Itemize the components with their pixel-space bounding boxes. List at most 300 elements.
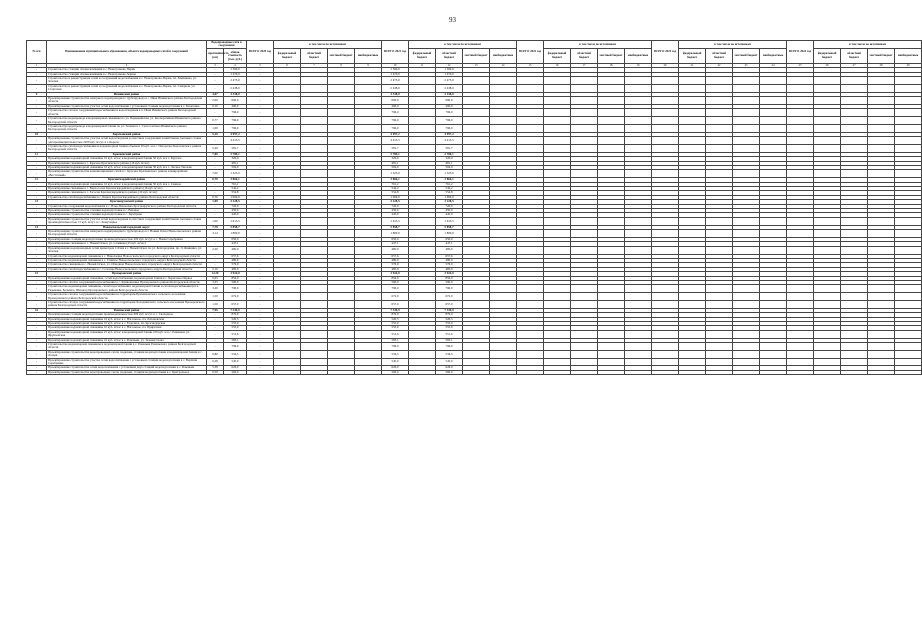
- cell: [490, 170, 517, 178]
- row-total-2020: -: [247, 293, 274, 301]
- header-total-2020: ВСЕГО 2020 год: [247, 41, 274, 64]
- row-total-2021: 450,0: [382, 209, 409, 213]
- cell: [706, 285, 733, 293]
- cell: [571, 170, 598, 178]
- row-total-2021: 542,2: [382, 187, 409, 191]
- row-cost: 4 415,5: [224, 137, 247, 145]
- row-total-2021: 520,5: [382, 317, 409, 321]
- cell: [760, 330, 787, 338]
- cell: [868, 217, 895, 225]
- row-regional-2021: 3 228,5: [436, 200, 463, 204]
- cell: [274, 217, 301, 225]
- row-num: 13: [27, 200, 47, 204]
- row-total-2024: [787, 285, 814, 293]
- cell: [571, 137, 598, 145]
- cell: [679, 343, 706, 351]
- cell: [355, 144, 382, 152]
- column-index-cell: 13: [463, 63, 490, 67]
- row-name: Строительство и реконструкция сетей и сооружений водоснабжения в с. Новогромово-Пермь, пл. Зименкова, ул. Зеленая: [47, 77, 207, 85]
- cell: [733, 300, 760, 308]
- cell: [625, 137, 652, 145]
- row-name: Строительство сетей и сооружений водоснабжения и водоотведения в п. Ивня Ивнянского района Белгородской области: [47, 109, 207, 117]
- cell: [733, 230, 760, 238]
- row-total-2020: -: [247, 195, 274, 199]
- row-total-2020: -: [247, 308, 274, 312]
- cell: [463, 293, 490, 301]
- row-cost: 796,0: [224, 109, 247, 117]
- cell: [301, 370, 328, 374]
- cell: [274, 109, 301, 117]
- row-total-2021: 445,0: [382, 213, 409, 217]
- row-total-2024: [787, 293, 814, 301]
- row-total-2023: [652, 170, 679, 178]
- row-total-2020: -: [247, 370, 274, 374]
- column-index-cell: 3: [207, 63, 224, 67]
- row-regional-2021: 485,0: [436, 246, 463, 254]
- row-total-2021: 796,0: [382, 124, 409, 132]
- row-num: -: [27, 246, 47, 254]
- cell: [733, 358, 760, 366]
- cell: [625, 77, 652, 85]
- cell: [490, 97, 517, 105]
- cell: [733, 170, 760, 178]
- cell: [733, 293, 760, 301]
- cell: [841, 170, 868, 178]
- cell: [895, 358, 922, 366]
- cell: [301, 109, 328, 117]
- row-regional-2021: 790,0: [436, 285, 463, 293]
- cell: [625, 124, 652, 132]
- row-total-2021: 504,0: [382, 165, 409, 169]
- cell: [571, 84, 598, 92]
- row-total-2020: -: [247, 92, 274, 96]
- row-cost: 1 613,5: [224, 217, 247, 225]
- row-cost: 657,0: [224, 300, 247, 308]
- row-total-2021: 583,1: [382, 338, 409, 342]
- row-cost: 796,0: [224, 117, 247, 125]
- cell: [814, 109, 841, 117]
- row-num: -: [27, 242, 47, 246]
- cell: [733, 109, 760, 117]
- header-local: местный бюджет: [463, 48, 490, 63]
- row-total-2021: 320,0: [382, 157, 409, 161]
- cell: [679, 300, 706, 308]
- cell: [868, 84, 895, 92]
- row-total-2021: 720,0: [382, 204, 409, 208]
- cell: [409, 370, 436, 374]
- row-length: 3,20: [207, 285, 224, 293]
- row-total-2020: -: [247, 152, 274, 156]
- cell: [868, 137, 895, 145]
- cell: [841, 370, 868, 374]
- row-length: -: [207, 322, 224, 326]
- cell: [355, 217, 382, 225]
- cell: [814, 350, 841, 358]
- cell: [571, 330, 598, 338]
- cell: [814, 144, 841, 152]
- row-total-2022: [517, 124, 544, 132]
- row-cost: 320,0: [224, 157, 247, 161]
- cell: [895, 144, 922, 152]
- row-regional-2021: 520,5: [436, 317, 463, 321]
- row-total-2022: [517, 217, 544, 225]
- row-name: Строительство сетей и сооружений водоснабжения на территории Призначенского сельского поселения Прохоровского района Белгородской области: [47, 293, 207, 301]
- row-total-2020: -: [247, 104, 274, 108]
- row-total-2021: 555,0: [382, 322, 409, 326]
- row-total-2020: -: [247, 285, 274, 293]
- cell: [679, 285, 706, 293]
- cell: [733, 117, 760, 125]
- row-total-2020: -: [247, 317, 274, 321]
- row-num: -: [27, 191, 47, 195]
- cell: [814, 117, 841, 125]
- row-cost: 3 866,1: [224, 178, 247, 182]
- cell: [355, 170, 382, 178]
- row-regional-2021: 672,0: [436, 293, 463, 301]
- row-total-2022: [517, 350, 544, 358]
- row-cost: 796,0: [224, 343, 247, 351]
- row-total-2021: 485,0: [382, 267, 409, 271]
- cell: [841, 117, 868, 125]
- row-cost: 1 000,0: [224, 195, 247, 199]
- cell: [544, 109, 571, 117]
- row-total-2020: -: [247, 267, 274, 271]
- cell: [490, 77, 517, 85]
- cell: [274, 285, 301, 293]
- cell: [706, 77, 733, 85]
- cell: [706, 350, 733, 358]
- cell: [571, 109, 598, 117]
- row-total-2021: 1 325,0: [382, 170, 409, 178]
- cell: [625, 230, 652, 238]
- row-num: -: [27, 338, 47, 342]
- row-length: -: [207, 109, 224, 117]
- row-total-2024: [787, 230, 814, 238]
- cell: [625, 370, 652, 374]
- row-total-2022: [517, 293, 544, 301]
- cell: [544, 285, 571, 293]
- row-cost: 672,0: [224, 293, 247, 301]
- cell: [463, 358, 490, 366]
- row-cost: 504,0: [224, 165, 247, 169]
- cell: [490, 117, 517, 125]
- row-total-2021: 480,0: [382, 258, 409, 262]
- row-name: Строительство скважины в с. Новый Оскол, ул. Обводная Новооскольского городского округа Белгородской области: [47, 263, 207, 267]
- row-length: 2,10: [207, 267, 224, 271]
- row-length: -: [207, 204, 224, 208]
- cell: [625, 350, 652, 358]
- cell: [895, 84, 922, 92]
- cell: [841, 330, 868, 338]
- row-regional-2021: 485,0: [436, 267, 463, 271]
- row-regional-2021: 490,0: [436, 104, 463, 108]
- cell: [328, 217, 355, 225]
- cell: [598, 117, 625, 125]
- row-length: 4,07: [207, 92, 224, 96]
- row-name: Проектирование строительства водопроводных сетей, подкачки, станции водоподготовки в с. Центральное: [47, 370, 207, 374]
- row-total-2021: 7 330,9: [382, 308, 409, 312]
- row-cost: 481,1: [224, 161, 247, 165]
- column-index-cell: 12: [436, 63, 463, 67]
- row-length: -: [207, 68, 224, 72]
- cell: [841, 293, 868, 301]
- row-length: 3,35: [207, 280, 224, 284]
- row-cost: 542,2: [224, 187, 247, 191]
- row-total-2020: -: [247, 84, 274, 92]
- cell: [355, 293, 382, 301]
- cell: [409, 77, 436, 85]
- row-total-2021: 796,0: [382, 117, 409, 125]
- row-total-2022: [517, 144, 544, 152]
- row-cost: 660,0: [224, 97, 247, 105]
- row-total-2020: -: [247, 68, 274, 72]
- row-name: Проектирование водонапорной скважины 10 куб. м/час в с. Нагольное, пл. Приречная: [47, 326, 207, 330]
- cell: [463, 137, 490, 145]
- header-local: местный бюджет: [733, 48, 760, 63]
- cell: [301, 350, 328, 358]
- header-subgroup-2021: в том числе по источникам: [409, 41, 517, 49]
- header-federal: федеральный бюджет: [814, 48, 841, 63]
- row-name: Новооскольский городской округ: [47, 225, 207, 229]
- cell: [571, 370, 598, 374]
- row-total-2021: 590,0: [382, 280, 409, 284]
- cell: [328, 246, 355, 254]
- cell: [490, 124, 517, 132]
- row-total-2021: 481,1: [382, 161, 409, 165]
- row-total-2021: 4 997,2: [382, 132, 409, 136]
- column-index-cell: 2: [47, 63, 207, 67]
- row-regional-2021: 870,0: [436, 313, 463, 317]
- row-total-2021: 485,0: [382, 246, 409, 254]
- cell: [679, 109, 706, 117]
- row-total-2020: -: [247, 366, 274, 370]
- header-regional: областной бюджет: [841, 48, 868, 63]
- row-name: Проектирование станции водоподготовки производительностью 600 куб. м/сут. в с. Свободное: [47, 313, 207, 317]
- cell: [490, 230, 517, 238]
- cell: [490, 358, 517, 366]
- table-row: [27, 370, 922, 374]
- row-name: Строительство сетей водоснабжения в с. Бирюч Красногвардейского района Белгородской области: [47, 195, 207, 199]
- row-name: Строительство сетей и сооружений водоснабжения на территории Холоднянского сельского поселения Прохоровского района Белгородской области: [48, 299, 205, 308]
- row-total-2020: -: [247, 200, 274, 204]
- cell: [409, 97, 436, 105]
- cell: [409, 343, 436, 351]
- row-total-2020: -: [247, 191, 274, 195]
- cell: [301, 343, 328, 351]
- row-cost: 554,8: [224, 191, 247, 195]
- cell: [679, 293, 706, 301]
- table-row: [27, 217, 922, 225]
- row-name: Строительство сетей и сооружений водоснабжения в с. Кривошеевка Прохоровского района Белгородской области: [47, 280, 207, 284]
- cell: [625, 84, 652, 92]
- row-length: 7,00: [207, 152, 224, 156]
- cell: [733, 343, 760, 351]
- cell: [544, 170, 571, 178]
- cell: [733, 137, 760, 145]
- row-total-2021: 626,0: [382, 366, 409, 370]
- header-federal: федеральный бюджет: [544, 48, 571, 63]
- cell: [679, 77, 706, 85]
- table-row: [27, 330, 922, 338]
- row-length: 7,78: [207, 225, 224, 229]
- cell: [355, 117, 382, 125]
- row-length: 0,77: [207, 117, 224, 125]
- cell: [328, 137, 355, 145]
- cell: [868, 109, 895, 117]
- cell: [598, 330, 625, 338]
- row-total-2021: 761,2: [382, 182, 409, 186]
- cell: [814, 300, 841, 308]
- row-total-2020: -: [247, 237, 274, 241]
- table-row: [27, 170, 922, 178]
- row-total-2020: -: [247, 182, 274, 186]
- row-total-2020: -: [247, 225, 274, 229]
- column-index-cell: 20: [652, 63, 679, 67]
- header-local: местный бюджет: [328, 48, 355, 63]
- cell: [355, 84, 382, 92]
- cell: [490, 343, 517, 351]
- cell: [328, 117, 355, 125]
- cell: [814, 77, 841, 85]
- cell: [625, 343, 652, 351]
- cell: [679, 144, 706, 152]
- cell: [274, 293, 301, 301]
- cell: [409, 109, 436, 117]
- cell: [463, 77, 490, 85]
- row-name: Строительство и реконструкция сетей и сооружений водоснабжения в с. Новогромово-Пермь, пл. Северная, ул. Стартовая: [47, 84, 207, 92]
- cell: [274, 300, 301, 308]
- row-num: 15: [27, 272, 47, 276]
- column-index-cell: 29: [895, 63, 922, 67]
- row-cost: 576,0: [224, 263, 247, 267]
- cell: [544, 77, 571, 85]
- row-total-2021: 3 924,0: [382, 272, 409, 276]
- cell: [598, 285, 625, 293]
- cell: [814, 170, 841, 178]
- cell: [598, 300, 625, 308]
- row-name: Проектирование строительства участка сетей водоснабжения с установкой станции водоподготовки в с. Кочетовка: [47, 104, 207, 108]
- row-total-2022: [517, 285, 544, 293]
- row-total-2020: -: [247, 263, 274, 267]
- cell: [544, 124, 571, 132]
- cell: [760, 97, 787, 105]
- row-total-2020: -: [247, 326, 274, 330]
- row-total-2020: -: [247, 137, 274, 145]
- cell: [409, 217, 436, 225]
- row-total-2021: 560,0: [382, 370, 409, 374]
- row-length: -: [207, 254, 224, 258]
- row-num: -: [27, 258, 47, 262]
- cell: [328, 109, 355, 117]
- cell: [733, 370, 760, 374]
- row-regional-2021: 545,0: [436, 358, 463, 366]
- row-cost: 720,0: [224, 204, 247, 208]
- row-total-2024: [787, 124, 814, 132]
- cell: [895, 217, 922, 225]
- row-total-2023: [652, 343, 679, 351]
- row-total-2021: 2 438,0: [382, 84, 409, 92]
- page-number: 93: [449, 16, 456, 24]
- cell: [760, 293, 787, 301]
- row-name: Проектирование скважины в с. Засосна Красногвардейского района (10 куб. м/час): [47, 191, 207, 195]
- cell: [814, 285, 841, 293]
- row-regional-2021: 1 325,0: [436, 170, 463, 178]
- cell: [490, 109, 517, 117]
- cell: [274, 137, 301, 145]
- cell: [409, 84, 436, 92]
- row-length: -: [207, 343, 224, 351]
- table-row: [27, 246, 922, 254]
- cell: [625, 170, 652, 178]
- cell: [463, 84, 490, 92]
- row-name: Строительство водонапорной скважины в с. Николаевка Новооскольского городского округа Белгородской области: [47, 254, 207, 258]
- cell: [274, 230, 301, 238]
- row-total-2024: [787, 358, 814, 366]
- cell: [598, 144, 625, 152]
- row-cost: 657,6: [224, 254, 247, 258]
- cell: [544, 330, 571, 338]
- row-total-2022: [517, 109, 544, 117]
- cell: [868, 144, 895, 152]
- header-regional: областной бюджет: [706, 48, 733, 63]
- cell: [841, 84, 868, 92]
- cell: [841, 137, 868, 145]
- row-length: 3,14: [207, 230, 224, 238]
- cell: [760, 124, 787, 132]
- column-index-cell: 24: [760, 63, 787, 67]
- row-total-2020: -: [247, 144, 274, 152]
- row-total-2021: 660,0: [382, 97, 409, 105]
- row-num: 12: [27, 178, 47, 182]
- header-extra: внебюджетные: [355, 48, 382, 63]
- row-regional-2021: 1 613,5: [436, 217, 463, 225]
- row-length: -: [207, 338, 224, 342]
- row-name: Проектирование строительства сетей водоснабжения с установкой двух станций водоподготовки в с. Ровеньки: [47, 366, 207, 370]
- cell: [706, 230, 733, 238]
- cell: [571, 246, 598, 254]
- row-name: Проектирование скважины в с. Красное Красненского района (16 куб. м/час): [47, 161, 207, 165]
- row-length: -: [207, 330, 224, 338]
- row-name: Красногвардейский район: [47, 178, 207, 182]
- cell: [895, 350, 922, 358]
- row-name: Строительство станции обезжелезивания в с. Новогромово Пермь: [47, 68, 207, 72]
- cell: [301, 358, 328, 366]
- row-num: -: [27, 217, 47, 225]
- row-total-2020: -: [247, 72, 274, 76]
- cell: [733, 84, 760, 92]
- cell: [814, 230, 841, 238]
- cell: [760, 144, 787, 152]
- row-total-2022: [517, 343, 544, 351]
- row-total-2021: 576,0: [382, 263, 409, 267]
- cell: [706, 293, 733, 301]
- row-length: 0,80: [207, 350, 224, 358]
- row-num: -: [27, 137, 47, 145]
- cell: [895, 137, 922, 145]
- row-total-2020: -: [247, 230, 274, 238]
- row-regional-2021: 560,0: [436, 370, 463, 374]
- row-length: 7,96: [207, 308, 224, 312]
- row-cost: 590,0: [224, 280, 247, 284]
- row-total-2024: [787, 77, 814, 85]
- cell: [625, 246, 652, 254]
- cell: [841, 350, 868, 358]
- row-regional-2021: 581,7: [436, 144, 463, 152]
- cell: [814, 246, 841, 254]
- row-cost: 796,0: [224, 124, 247, 132]
- row-cost: 581,7: [224, 144, 247, 152]
- cell: [814, 330, 841, 338]
